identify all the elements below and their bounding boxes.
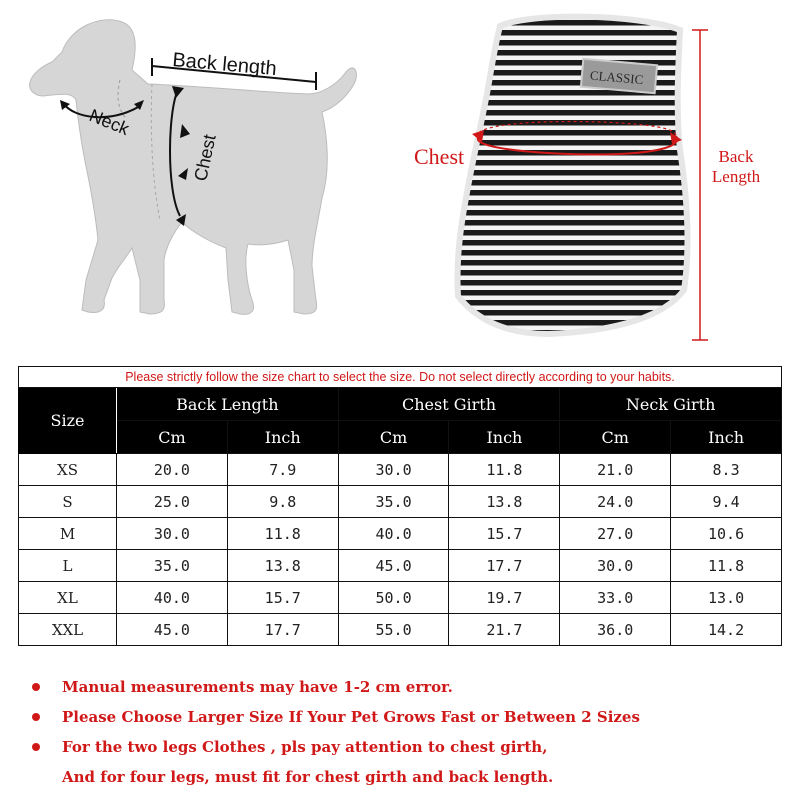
unit-header: Inch bbox=[227, 421, 338, 454]
table-row bbox=[19, 550, 782, 582]
note-item bbox=[30, 672, 790, 702]
measurement-cell: 9.8 bbox=[227, 486, 338, 518]
size-cell: XXL bbox=[19, 614, 117, 646]
group-header-chest-girth: Chest Girth bbox=[338, 388, 560, 421]
measurement-cell: 17.7 bbox=[449, 550, 560, 582]
table-row bbox=[19, 518, 782, 550]
measurement-cell: 21.0 bbox=[560, 454, 671, 486]
measurement-cell: 13.8 bbox=[449, 486, 560, 518]
measurement-cell: 25.0 bbox=[117, 486, 228, 518]
size-chart-notice: Please strictly follow the size chart to select the size. Do not select directly according to your habits. bbox=[19, 367, 782, 388]
measurement-cell: 7.9 bbox=[227, 454, 338, 486]
size-chart-table bbox=[18, 366, 782, 646]
size-chart-body bbox=[19, 454, 782, 646]
unit-header: Cm bbox=[560, 421, 671, 454]
note-text: And for four legs, must fit for chest girth and back length. bbox=[62, 768, 554, 786]
measurement-cell: 35.0 bbox=[117, 550, 228, 582]
classic-tag-label: CLASSIC bbox=[589, 67, 644, 88]
measurement-cell: 13.0 bbox=[671, 582, 782, 614]
measurement-cell: 30.0 bbox=[117, 518, 228, 550]
measurement-cell: 30.0 bbox=[560, 550, 671, 582]
note-text: For the two legs Clothes , pls pay attention to chest girth, bbox=[62, 738, 548, 756]
measurement-cell: 11.8 bbox=[449, 454, 560, 486]
size-cell: XL bbox=[19, 582, 117, 614]
table-row bbox=[19, 614, 782, 646]
table-row bbox=[19, 486, 782, 518]
chest-label: Chest bbox=[190, 132, 220, 183]
measurement-cell: 55.0 bbox=[338, 614, 449, 646]
striped-shirt bbox=[457, 17, 687, 334]
measurement-cell: 19.7 bbox=[449, 582, 560, 614]
notes-list bbox=[30, 672, 790, 792]
measurement-cell: 30.0 bbox=[338, 454, 449, 486]
measurement-cell: 27.0 bbox=[560, 518, 671, 550]
measurement-cell: 40.0 bbox=[117, 582, 228, 614]
measurement-cell: 45.0 bbox=[117, 614, 228, 646]
measurement-cell: 11.8 bbox=[227, 518, 338, 550]
shirt-length-label: Length bbox=[711, 167, 761, 186]
note-item bbox=[30, 732, 790, 762]
bullet-icon bbox=[32, 683, 40, 691]
measurement-cell: 20.0 bbox=[117, 454, 228, 486]
measurement-cell: 33.0 bbox=[560, 582, 671, 614]
measurement-cell: 8.3 bbox=[671, 454, 782, 486]
measurement-cell: 10.6 bbox=[671, 518, 782, 550]
group-header-neck-girth: Neck Girth bbox=[560, 388, 782, 421]
measurement-cell: 17.7 bbox=[227, 614, 338, 646]
measurement-cell: 36.0 bbox=[560, 614, 671, 646]
unit-header: Cm bbox=[338, 421, 449, 454]
note-item bbox=[30, 702, 790, 732]
back-length-label: Back length bbox=[171, 49, 278, 81]
measurement-cell: 45.0 bbox=[338, 550, 449, 582]
table-row bbox=[19, 454, 782, 486]
shirt-back-length-marker bbox=[692, 30, 761, 340]
neck-label: Neck bbox=[86, 105, 133, 140]
table-row bbox=[19, 582, 782, 614]
size-cell: M bbox=[19, 518, 117, 550]
unit-header: Inch bbox=[671, 421, 782, 454]
note-text: Please Choose Larger Size If Your Pet Grows Fast or Between 2 Sizes bbox=[62, 708, 640, 726]
note-text: Manual measurements may have 1-2 cm error. bbox=[62, 678, 453, 696]
measurement-cell: 24.0 bbox=[560, 486, 671, 518]
group-header-back-length: Back Length bbox=[117, 388, 339, 421]
measurement-cell: 13.8 bbox=[227, 550, 338, 582]
size-column-header: Size bbox=[19, 388, 117, 454]
size-cell: S bbox=[19, 486, 117, 518]
unit-header: Cm bbox=[117, 421, 228, 454]
measurement-illustration bbox=[0, 0, 800, 360]
measurement-cell: 14.2 bbox=[671, 614, 782, 646]
unit-header: Inch bbox=[449, 421, 560, 454]
measurement-cell: 15.7 bbox=[227, 582, 338, 614]
bullet-icon bbox=[32, 743, 40, 751]
measurement-cell: 15.7 bbox=[449, 518, 560, 550]
shirt-back-label: Back bbox=[718, 147, 754, 166]
shirt-chest-label: Chest bbox=[414, 144, 465, 169]
measurement-cell: 11.8 bbox=[671, 550, 782, 582]
measurement-cell: 35.0 bbox=[338, 486, 449, 518]
size-cell: XS bbox=[19, 454, 117, 486]
bullet-icon bbox=[32, 713, 40, 721]
note-item bbox=[30, 762, 790, 792]
measurement-cell: 21.7 bbox=[449, 614, 560, 646]
measurement-cell: 40.0 bbox=[338, 518, 449, 550]
measurement-cell: 9.4 bbox=[671, 486, 782, 518]
size-cell: L bbox=[19, 550, 117, 582]
measurement-cell: 50.0 bbox=[338, 582, 449, 614]
back-length-marker bbox=[152, 49, 316, 90]
